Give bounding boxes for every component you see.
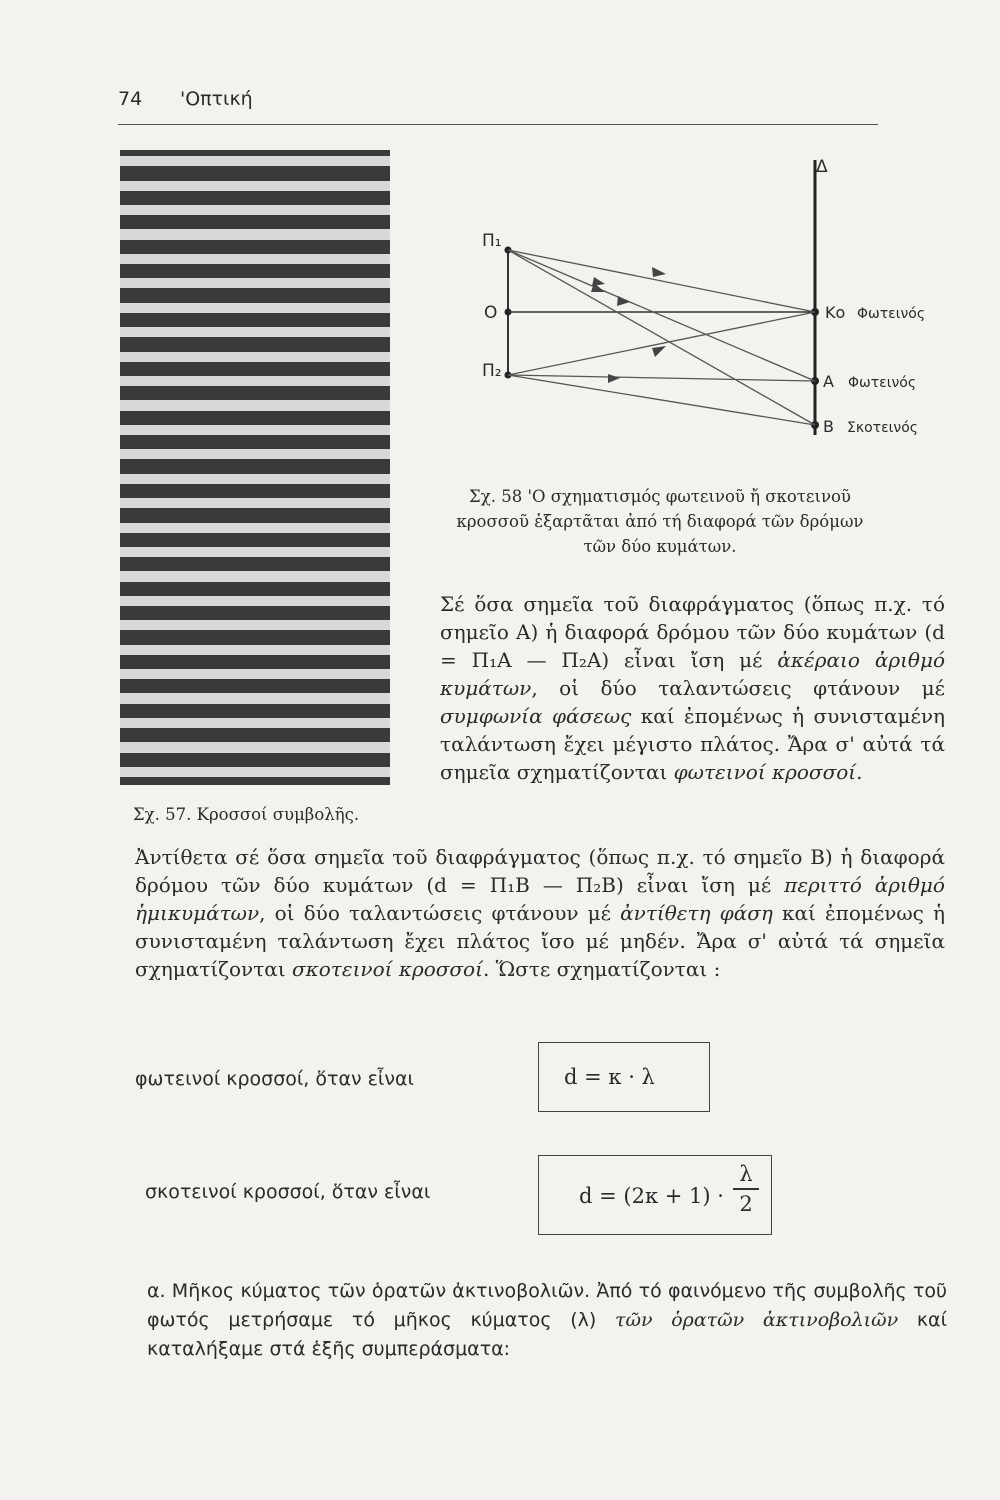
- label-b-note: Σκοτεινός: [847, 420, 918, 436]
- bright-fringe-band: [120, 254, 390, 264]
- page-number: 74: [118, 88, 143, 110]
- arrow-head: [652, 346, 666, 357]
- paragraph-bright-fringes: Σέ ὅσα σημεῖα τοῦ διαφράγματος (ὅπως π.χ. τό σημεῖο Α) ἡ διαφορά δρόμου τῶν δύο κυμάτων (d = Π₁Α — Π₂Α) εἶναι ἴση μέ ἀκέραιο ἀριθμό κυμάτων, οἱ δύο ταλαντώσεις φτάνουν μέ συμφωνία φάσεως καί ἐπομένως ἡ συνισταμένη ταλάντωση ἔχει μέγιστο πλάτος. Ἄρα σ' αὐτά τά σημεῖα σχηματίζονται φωτεινοί κροσσοί.: [440, 592, 946, 784]
- figure-58-caption: Σχ. 58 'Ο σχηματισμός φωτεινοῦ ἤ σκοτεινοῦ κροσσοῦ ἐξαρτᾶται ἀπό τή διαφορά τῶν δρόμων τῶν δύο κυμάτων.: [456, 487, 864, 556]
- ray-p2-ko: [508, 312, 815, 375]
- section-title: 'Οπτική: [180, 88, 253, 110]
- bright-fringe-band: [120, 645, 390, 655]
- bright-fringe-band: [120, 229, 390, 239]
- figure-58-diagram: [470, 150, 970, 480]
- label-ko-note: Φωτεινός: [857, 306, 926, 322]
- bright-fringe-band: [120, 693, 390, 703]
- label-ko: Κο: [825, 303, 846, 322]
- bright-fringe-band: [120, 474, 390, 484]
- bright-fringe-band: [120, 400, 390, 410]
- ray-p1-b: [508, 250, 815, 425]
- label-o: Ο: [484, 303, 498, 323]
- figure-57-caption: Σχ. 57. Κροσσοί συμβολῆς.: [133, 805, 360, 824]
- bright-fringe-band: [120, 352, 390, 362]
- header-rule: [118, 124, 878, 125]
- label-b: Β: [823, 417, 834, 436]
- dark-condition-label: σκοτεινοί κροσσοί, ὅταν εἶναι: [145, 1181, 431, 1203]
- label-a-note: Φωτεινός: [848, 375, 917, 391]
- bright-fringe-band: [120, 303, 390, 313]
- fraction-numerator: λ: [739, 1162, 753, 1186]
- bright-condition-label: φωτεινοί κροσσοί, ὅταν εἶναι: [135, 1068, 414, 1090]
- label-p1: Π₁: [482, 231, 502, 251]
- bright-fringe-band: [120, 498, 390, 508]
- bright-condition-formula-box: [538, 1042, 710, 1112]
- paragraph-dark-fringes: Ἀντίθετα σέ ὅσα σημεῖα τοῦ διαφράγματος (ὅπως π.χ. τό σημεῖο Β) ἡ διαφορά δρόμου τῶν δύο κυμάτων (d = Π₁Β — Π₂Β) εἶναι ἴση μέ περιττό ἀριθμό ἡμικυμάτων, οἱ δύο ταλαντώσεις φτάνουν μέ ἀντίθετη φάση καί ἐπομένως ἡ συνισταμένη ταλάντωση ἔχει πλάτος ἴσο μέ μηδέν. Ἄρα σ' αὐτά τά σημεῖα σχηματίζονται σκοτεινοί κροσσοί. Ὥστε σχηματίζονται :: [135, 845, 945, 981]
- lambda-over-two-fraction: [733, 1162, 759, 1216]
- interference-fringes-photo: [120, 150, 390, 785]
- ray-p2-a: [508, 375, 815, 381]
- bright-fringe-band: [120, 181, 390, 191]
- bright-fringe-band: [120, 620, 390, 630]
- bright-fringe-band: [120, 205, 390, 215]
- bright-fringe-band: [120, 669, 390, 679]
- bright-fringe-band: [120, 425, 390, 435]
- bright-fringe-band: [120, 376, 390, 386]
- ray-p1-ko: [508, 250, 815, 312]
- bright-fringe-band: [120, 278, 390, 288]
- fraction-denominator: 2: [739, 1191, 753, 1216]
- arrow-head: [608, 374, 620, 383]
- label-a: Α: [823, 372, 834, 391]
- arrow-head: [652, 267, 666, 277]
- bright-fringe-band: [120, 449, 390, 459]
- bright-fringe-band: [120, 547, 390, 557]
- bright-fringe-band: [120, 718, 390, 728]
- bright-fringe-band: [120, 523, 390, 533]
- bright-fringe-band: [120, 327, 390, 337]
- bright-fringe-band: [120, 596, 390, 606]
- paragraph-wavelength: α. Μῆκος κύματος τῶν ὁρατῶν ἀκτινοβολιῶν. Ἀπό τό φαινόμενο τῆς συμβολῆς τοῦ φωτός μετρήσαμε τό μῆκος κύματος (λ) τῶν ὁρατῶν ἀκτινοβολιῶν καί καταλήξαμε στά ἑξῆς συμπεράσματα:: [147, 1280, 947, 1360]
- label-d: Δ: [816, 157, 828, 177]
- fraction-bar: [733, 1188, 759, 1190]
- bright-fringe-band: [120, 767, 390, 777]
- dark-condition-formula-box: [538, 1155, 772, 1235]
- bright-fringe-band: [120, 571, 390, 581]
- bright-condition-formula: d = κ · λ: [564, 1065, 655, 1089]
- dark-condition-formula: d = (2κ + 1) ·: [579, 1184, 724, 1208]
- bright-fringe-band: [120, 156, 390, 166]
- ray-p1-a: [508, 250, 815, 381]
- ray-p2-b: [508, 375, 815, 425]
- label-p2: Π₂: [482, 361, 502, 381]
- bright-fringe-band: [120, 742, 390, 752]
